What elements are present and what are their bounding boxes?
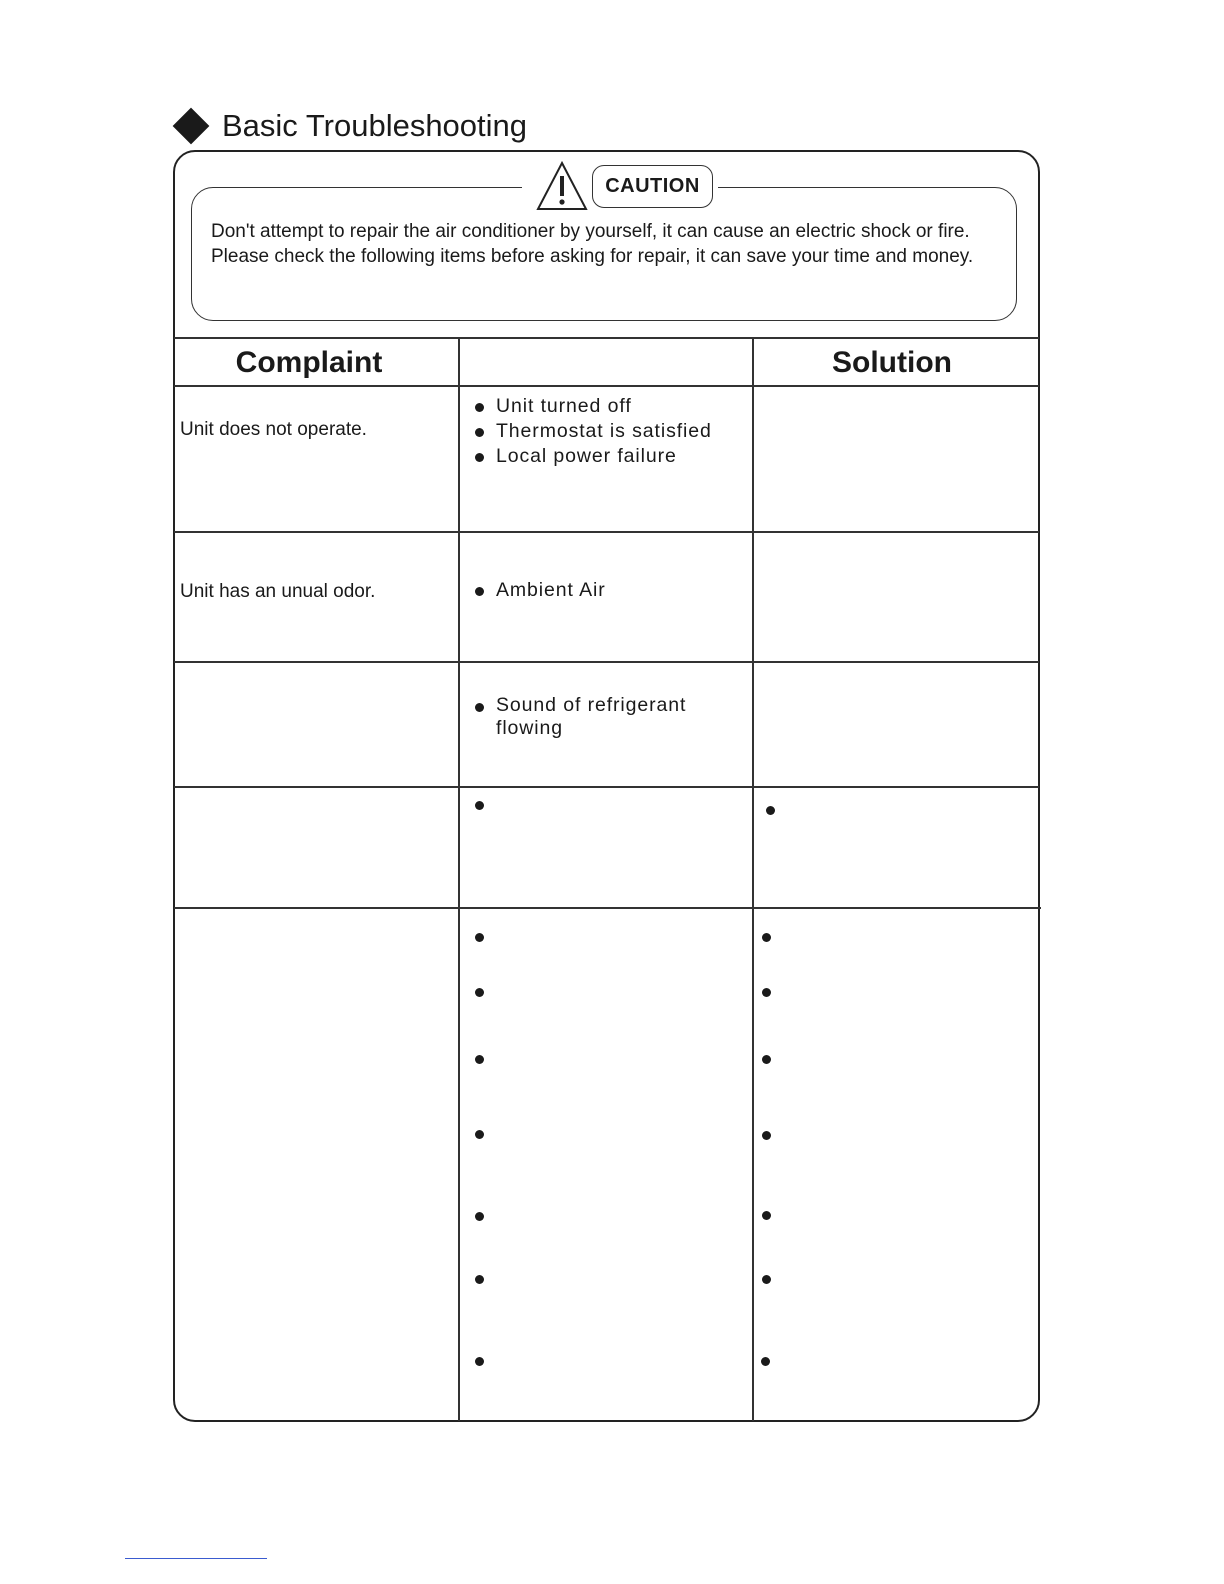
- column-rule: [458, 337, 460, 1421]
- cause-list: [472, 578, 606, 603]
- page-heading: [172, 104, 527, 148]
- bullet-icon: [762, 1055, 771, 1064]
- complaint-text: Unit has an unual odor.: [180, 581, 376, 602]
- bullet-icon: [475, 801, 484, 810]
- bullet-icon: [475, 988, 484, 997]
- row-rule: [174, 531, 1039, 533]
- row-rule: [174, 786, 1039, 788]
- warning-triangle-icon: [536, 160, 588, 212]
- cause-item: Unit turned off: [472, 394, 712, 419]
- bullet-icon: [762, 933, 771, 942]
- cause-item: Thermostat is satisfied: [472, 419, 712, 444]
- bullet-icon: [475, 1212, 484, 1221]
- bullet-icon: [475, 1055, 484, 1064]
- footer-rule: [125, 1558, 267, 1559]
- cause-item: Local power failure: [472, 444, 712, 469]
- bullet-icon: [475, 933, 484, 942]
- bullet-icon: [762, 988, 771, 997]
- header-solution: Solution: [832, 346, 952, 379]
- header-complaint: Complaint: [235, 346, 383, 379]
- caution-badge: CAUTION: [592, 165, 713, 208]
- bullet-icon: [475, 428, 484, 437]
- caution-message: Don't attempt to repair the air conditioner by yourself, it can cause an electric shock or fire. Please check the following items before asking for repair, it can save your time and money.: [211, 221, 974, 267]
- complaint-text: Unit does not operate.: [180, 419, 367, 440]
- bullet-icon: [762, 1211, 771, 1220]
- row-rule: [174, 661, 1039, 663]
- bullet-icon: [762, 1275, 771, 1284]
- bullet-icon: [475, 703, 484, 712]
- cause-list: [472, 394, 712, 469]
- header-rule: [174, 385, 1039, 387]
- row-rule: [174, 907, 1041, 909]
- bullet-icon: [761, 1357, 770, 1366]
- column-rule: [752, 337, 754, 1421]
- bullet-icon: [475, 403, 484, 412]
- cause-item: Ambient Air: [472, 578, 606, 603]
- bullet-icon: [475, 587, 484, 596]
- diamond-icon: [173, 108, 210, 145]
- bullet-icon: [475, 1130, 484, 1139]
- page-title: Basic Troubleshooting: [222, 108, 528, 143]
- bullet-icon: [766, 806, 775, 815]
- cause-list: [472, 694, 712, 740]
- bullet-icon: [475, 453, 484, 462]
- table-top-rule: [174, 337, 1039, 339]
- bullet-icon: [475, 1275, 484, 1284]
- bullet-icon: [475, 1357, 484, 1366]
- cause-item: Sound of refrigerant flowing: [472, 694, 712, 740]
- bullet-icon: [762, 1131, 771, 1140]
